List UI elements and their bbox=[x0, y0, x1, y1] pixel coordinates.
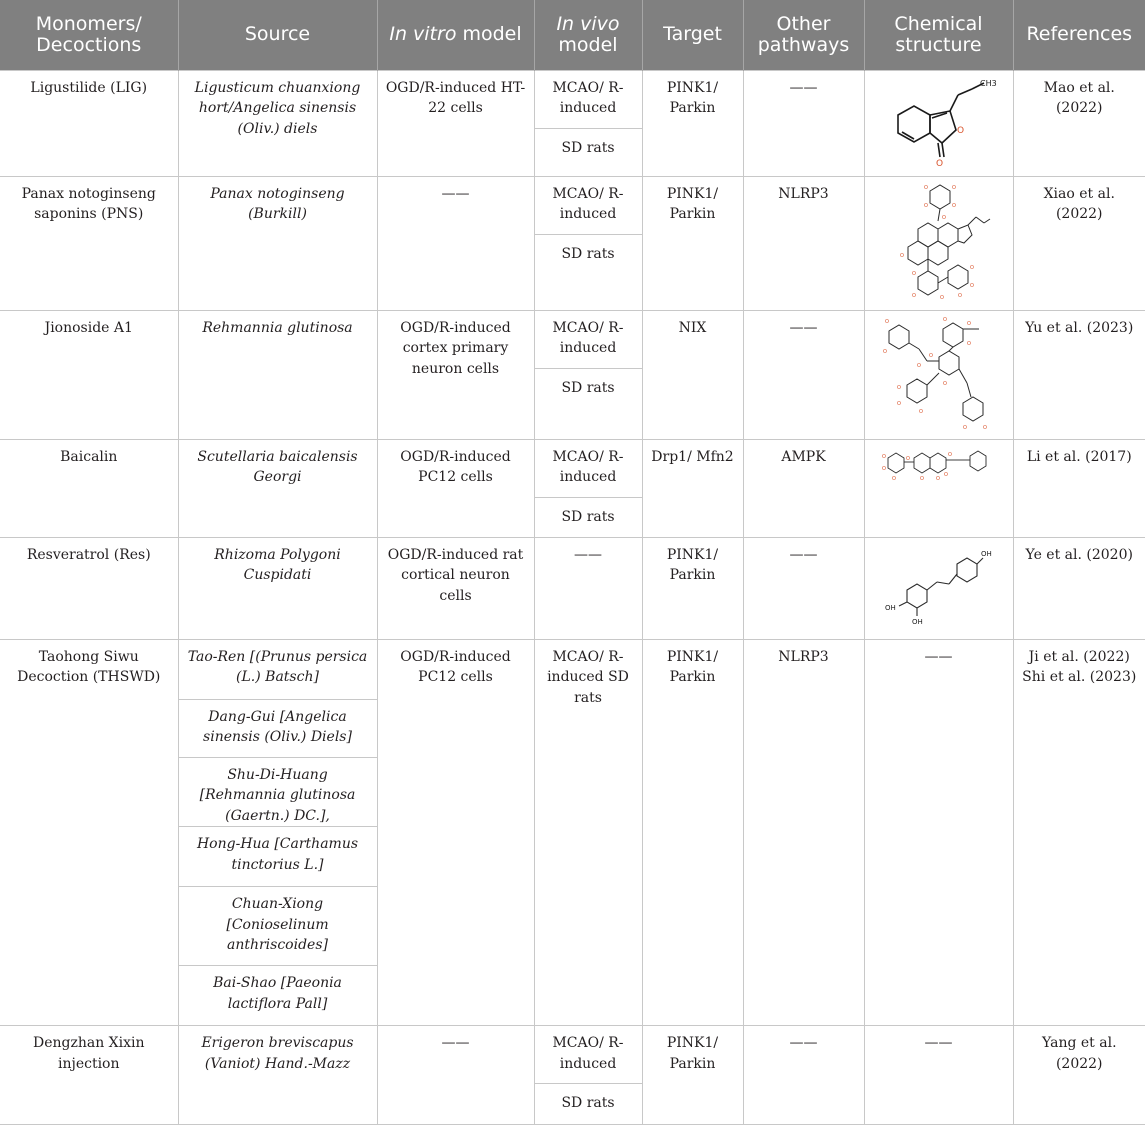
in-vivo-cell: —— bbox=[534, 537, 642, 639]
svg-text:OH: OH bbox=[980, 549, 992, 558]
resveratrol-structure bbox=[879, 542, 999, 630]
in-vivo-bottom: SD rats bbox=[561, 508, 615, 525]
svg-text:O: O bbox=[918, 408, 923, 415]
source-cell: Rehmannia glutinosa bbox=[178, 310, 377, 439]
in-vivo-top: MCAO/ R-induced bbox=[535, 440, 642, 498]
header-in-vivo bbox=[534, 0, 642, 70]
header-chemical-structure: Chemical structure bbox=[864, 0, 1013, 70]
monomer-name: Taohong Siwu Decoction (THSWD) bbox=[0, 639, 178, 1026]
other-pathways-cell: —— bbox=[743, 310, 864, 439]
in-vivo-cell bbox=[534, 310, 642, 439]
header-other-pathways: Other pathways bbox=[743, 0, 864, 70]
target-cell: NIX bbox=[642, 310, 743, 439]
svg-text:O: O bbox=[957, 292, 962, 299]
other-pathways-cell: —— bbox=[743, 1026, 864, 1125]
svg-text:O: O bbox=[962, 424, 967, 431]
in-vivo-top: MCAO/ R-induced bbox=[535, 177, 642, 235]
svg-text:O: O bbox=[969, 264, 974, 271]
header-in-vitro-prefix: In vitro bbox=[389, 23, 457, 46]
svg-text:O: O bbox=[951, 184, 956, 191]
monomer-name: Baicalin bbox=[0, 439, 178, 537]
target-cell: PINK1/ Parkin bbox=[642, 70, 743, 176]
header-row bbox=[0, 0, 1145, 70]
in-vivo-cell bbox=[534, 70, 642, 176]
target-cell: PINK1/ Parkin bbox=[642, 537, 743, 639]
in-vitro-cell: OGD/R-induced rat cortical neuron cells bbox=[377, 537, 534, 639]
source-cell: Bai-Shao [Paeonia lactiflora Pall] bbox=[178, 966, 377, 1026]
monomer-name: Resveratrol (Res) bbox=[0, 537, 178, 639]
source-cell: Panax notoginseng (Burkill) bbox=[178, 176, 377, 310]
svg-text:O: O bbox=[916, 362, 921, 369]
svg-text:O: O bbox=[919, 475, 924, 482]
reference-ji: Ji et al. (2022) bbox=[1028, 648, 1130, 665]
monomer-name: Panax notoginseng saponins (PNS) bbox=[0, 176, 178, 310]
table-row bbox=[0, 439, 1145, 537]
reference-cell: Yang et al. (2022) bbox=[1013, 1026, 1145, 1125]
in-vitro-cell: OGD/R-induced PC12 cells bbox=[377, 439, 534, 537]
baicalin-structure bbox=[880, 448, 998, 488]
in-vivo-top: MCAO/ R-induced bbox=[535, 1026, 642, 1084]
target-cell: Drp1/ Mfn2 bbox=[642, 439, 743, 537]
svg-text:O: O bbox=[942, 316, 947, 323]
target-cell: PINK1/ Parkin bbox=[642, 1026, 743, 1125]
svg-text:O: O bbox=[896, 400, 901, 407]
in-vivo-bottom: SD rats bbox=[561, 139, 615, 156]
svg-text:O: O bbox=[884, 318, 889, 325]
table-row bbox=[0, 639, 1145, 699]
source-cell: Erigeron breviscapus (Vaniot) Hand.-Mazz bbox=[178, 1026, 377, 1125]
structure-cell bbox=[864, 310, 1013, 439]
reference-cell: Xiao et al. (2022) bbox=[1013, 176, 1145, 310]
svg-text:CH3: CH3 bbox=[979, 78, 997, 88]
other-pathways-cell: —— bbox=[743, 537, 864, 639]
header-references: References bbox=[1013, 0, 1145, 70]
svg-text:O: O bbox=[899, 252, 904, 259]
reference-cell bbox=[1013, 639, 1145, 1026]
other-pathways-cell: —— bbox=[743, 70, 864, 176]
svg-text:O: O bbox=[911, 292, 916, 299]
in-vivo-bottom: SD rats bbox=[561, 245, 615, 262]
structure-cell bbox=[864, 176, 1013, 310]
in-vivo-bottom: SD rats bbox=[561, 379, 615, 396]
in-vitro-cell: OGD/R-induced cortex primary neuron cells bbox=[377, 310, 534, 439]
in-vivo-top: MCAO/ R-induced bbox=[535, 71, 642, 129]
header-target: Target bbox=[642, 0, 743, 70]
structure-cell bbox=[864, 70, 1013, 176]
other-pathways-cell: NLRP3 bbox=[743, 639, 864, 1026]
in-vivo-top: MCAO/ R-induced bbox=[535, 311, 642, 369]
svg-text:O: O bbox=[928, 352, 933, 359]
in-vivo-cell bbox=[534, 176, 642, 310]
svg-text:O: O bbox=[966, 320, 971, 327]
in-vitro-cell: —— bbox=[377, 176, 534, 310]
svg-text:O: O bbox=[911, 270, 916, 277]
monomer-name: Ligustilide (LIG) bbox=[0, 70, 178, 176]
other-pathways-cell: AMPK bbox=[743, 439, 864, 537]
svg-text:O: O bbox=[935, 475, 940, 482]
in-vitro-cell: OGD/R-induced HT-22 cells bbox=[377, 70, 534, 176]
source-cell: Hong-Hua [Carthamus tinctorius L.] bbox=[178, 827, 377, 887]
structure-cell bbox=[864, 537, 1013, 639]
in-vivo-bottom: SD rats bbox=[561, 1095, 615, 1111]
saponin-structure bbox=[884, 179, 994, 307]
svg-text:OH: OH bbox=[911, 617, 923, 626]
ligustilide-structure bbox=[884, 75, 997, 169]
header-monomers: Monomers/ Decoctions bbox=[0, 0, 178, 70]
source-cell: Dang-Gui [Angelica sinensis (Oliv.) Diels] bbox=[178, 699, 377, 757]
svg-text:O: O bbox=[951, 202, 956, 209]
source-cell: Rhizoma Polygoni Cuspidati bbox=[178, 537, 377, 639]
monomer-name: Dengzhan Xixin injection bbox=[0, 1026, 178, 1125]
svg-text:O: O bbox=[956, 125, 964, 136]
source-cell: Chuan-Xiong [Conioselinum anthriscoides] bbox=[178, 887, 377, 966]
svg-text:O: O bbox=[982, 424, 987, 431]
source-cell: Scutellaria baicalensis Georgi bbox=[178, 439, 377, 537]
in-vivo-cell bbox=[534, 1026, 642, 1125]
svg-text:O: O bbox=[923, 202, 928, 209]
table-row bbox=[0, 537, 1145, 639]
svg-text:O: O bbox=[969, 282, 974, 289]
reference-cell: Yu et al. (2023) bbox=[1013, 310, 1145, 439]
svg-text:O: O bbox=[941, 214, 946, 221]
structure-cell: —— bbox=[864, 1026, 1013, 1125]
table-row bbox=[0, 1026, 1145, 1125]
svg-text:O: O bbox=[881, 453, 886, 460]
table-row bbox=[0, 310, 1145, 439]
structure-cell bbox=[864, 439, 1013, 537]
header-source: Source bbox=[178, 0, 377, 70]
svg-text:O: O bbox=[966, 340, 971, 347]
monomer-name: Jionoside A1 bbox=[0, 310, 178, 439]
svg-text:OH: OH bbox=[884, 603, 896, 612]
svg-text:O: O bbox=[947, 451, 952, 458]
svg-text:O: O bbox=[881, 465, 886, 472]
header-in-vivo-prefix: In vivo bbox=[556, 12, 620, 35]
source-cell: Ligusticum chuanxiong hort/Angelica sinensis (Oliv.) diels bbox=[178, 70, 377, 176]
svg-text:O: O bbox=[882, 348, 887, 355]
header-in-vitro-suffix: model bbox=[456, 23, 522, 46]
source-cell: Tao-Ren [(Prunus persica (L.) Batsch] bbox=[178, 639, 377, 699]
target-cell: PINK1/ Parkin bbox=[642, 176, 743, 310]
reference-cell: Mao et al. (2022) bbox=[1013, 70, 1145, 176]
in-vivo-cell bbox=[534, 439, 642, 537]
source-cell: Shu-Di-Huang [Rehmannia glutinosa (Gaertn.) DC.], bbox=[178, 757, 377, 827]
svg-text:O: O bbox=[942, 380, 947, 387]
svg-text:O: O bbox=[891, 475, 896, 482]
header-in-vitro bbox=[377, 0, 534, 70]
header-in-vivo-suffix: model bbox=[558, 33, 618, 56]
svg-text:O: O bbox=[896, 384, 901, 391]
reference-cell: Ye et al. (2020) bbox=[1013, 537, 1145, 639]
in-vitro-cell: OGD/R-induced PC12 cells bbox=[377, 639, 534, 1026]
svg-text:O: O bbox=[905, 455, 910, 462]
in-vitro-cell: —— bbox=[377, 1026, 534, 1125]
in-vivo-cell: MCAO/ R-induced SD rats bbox=[534, 639, 642, 1026]
structure-cell: —— bbox=[864, 639, 1013, 1026]
table-row bbox=[0, 176, 1145, 310]
svg-text:O: O bbox=[923, 184, 928, 191]
jionoside-structure bbox=[883, 313, 995, 435]
reference-cell: Li et al. (2017) bbox=[1013, 439, 1145, 537]
table-row bbox=[0, 70, 1145, 176]
svg-text:O: O bbox=[935, 158, 943, 169]
reference-shi: Shi et al. (2023) bbox=[1022, 669, 1137, 685]
svg-text:O: O bbox=[939, 294, 944, 301]
svg-text:O: O bbox=[943, 471, 948, 478]
target-cell: PINK1/ Parkin bbox=[642, 639, 743, 1026]
other-pathways-cell: NLRP3 bbox=[743, 176, 864, 310]
